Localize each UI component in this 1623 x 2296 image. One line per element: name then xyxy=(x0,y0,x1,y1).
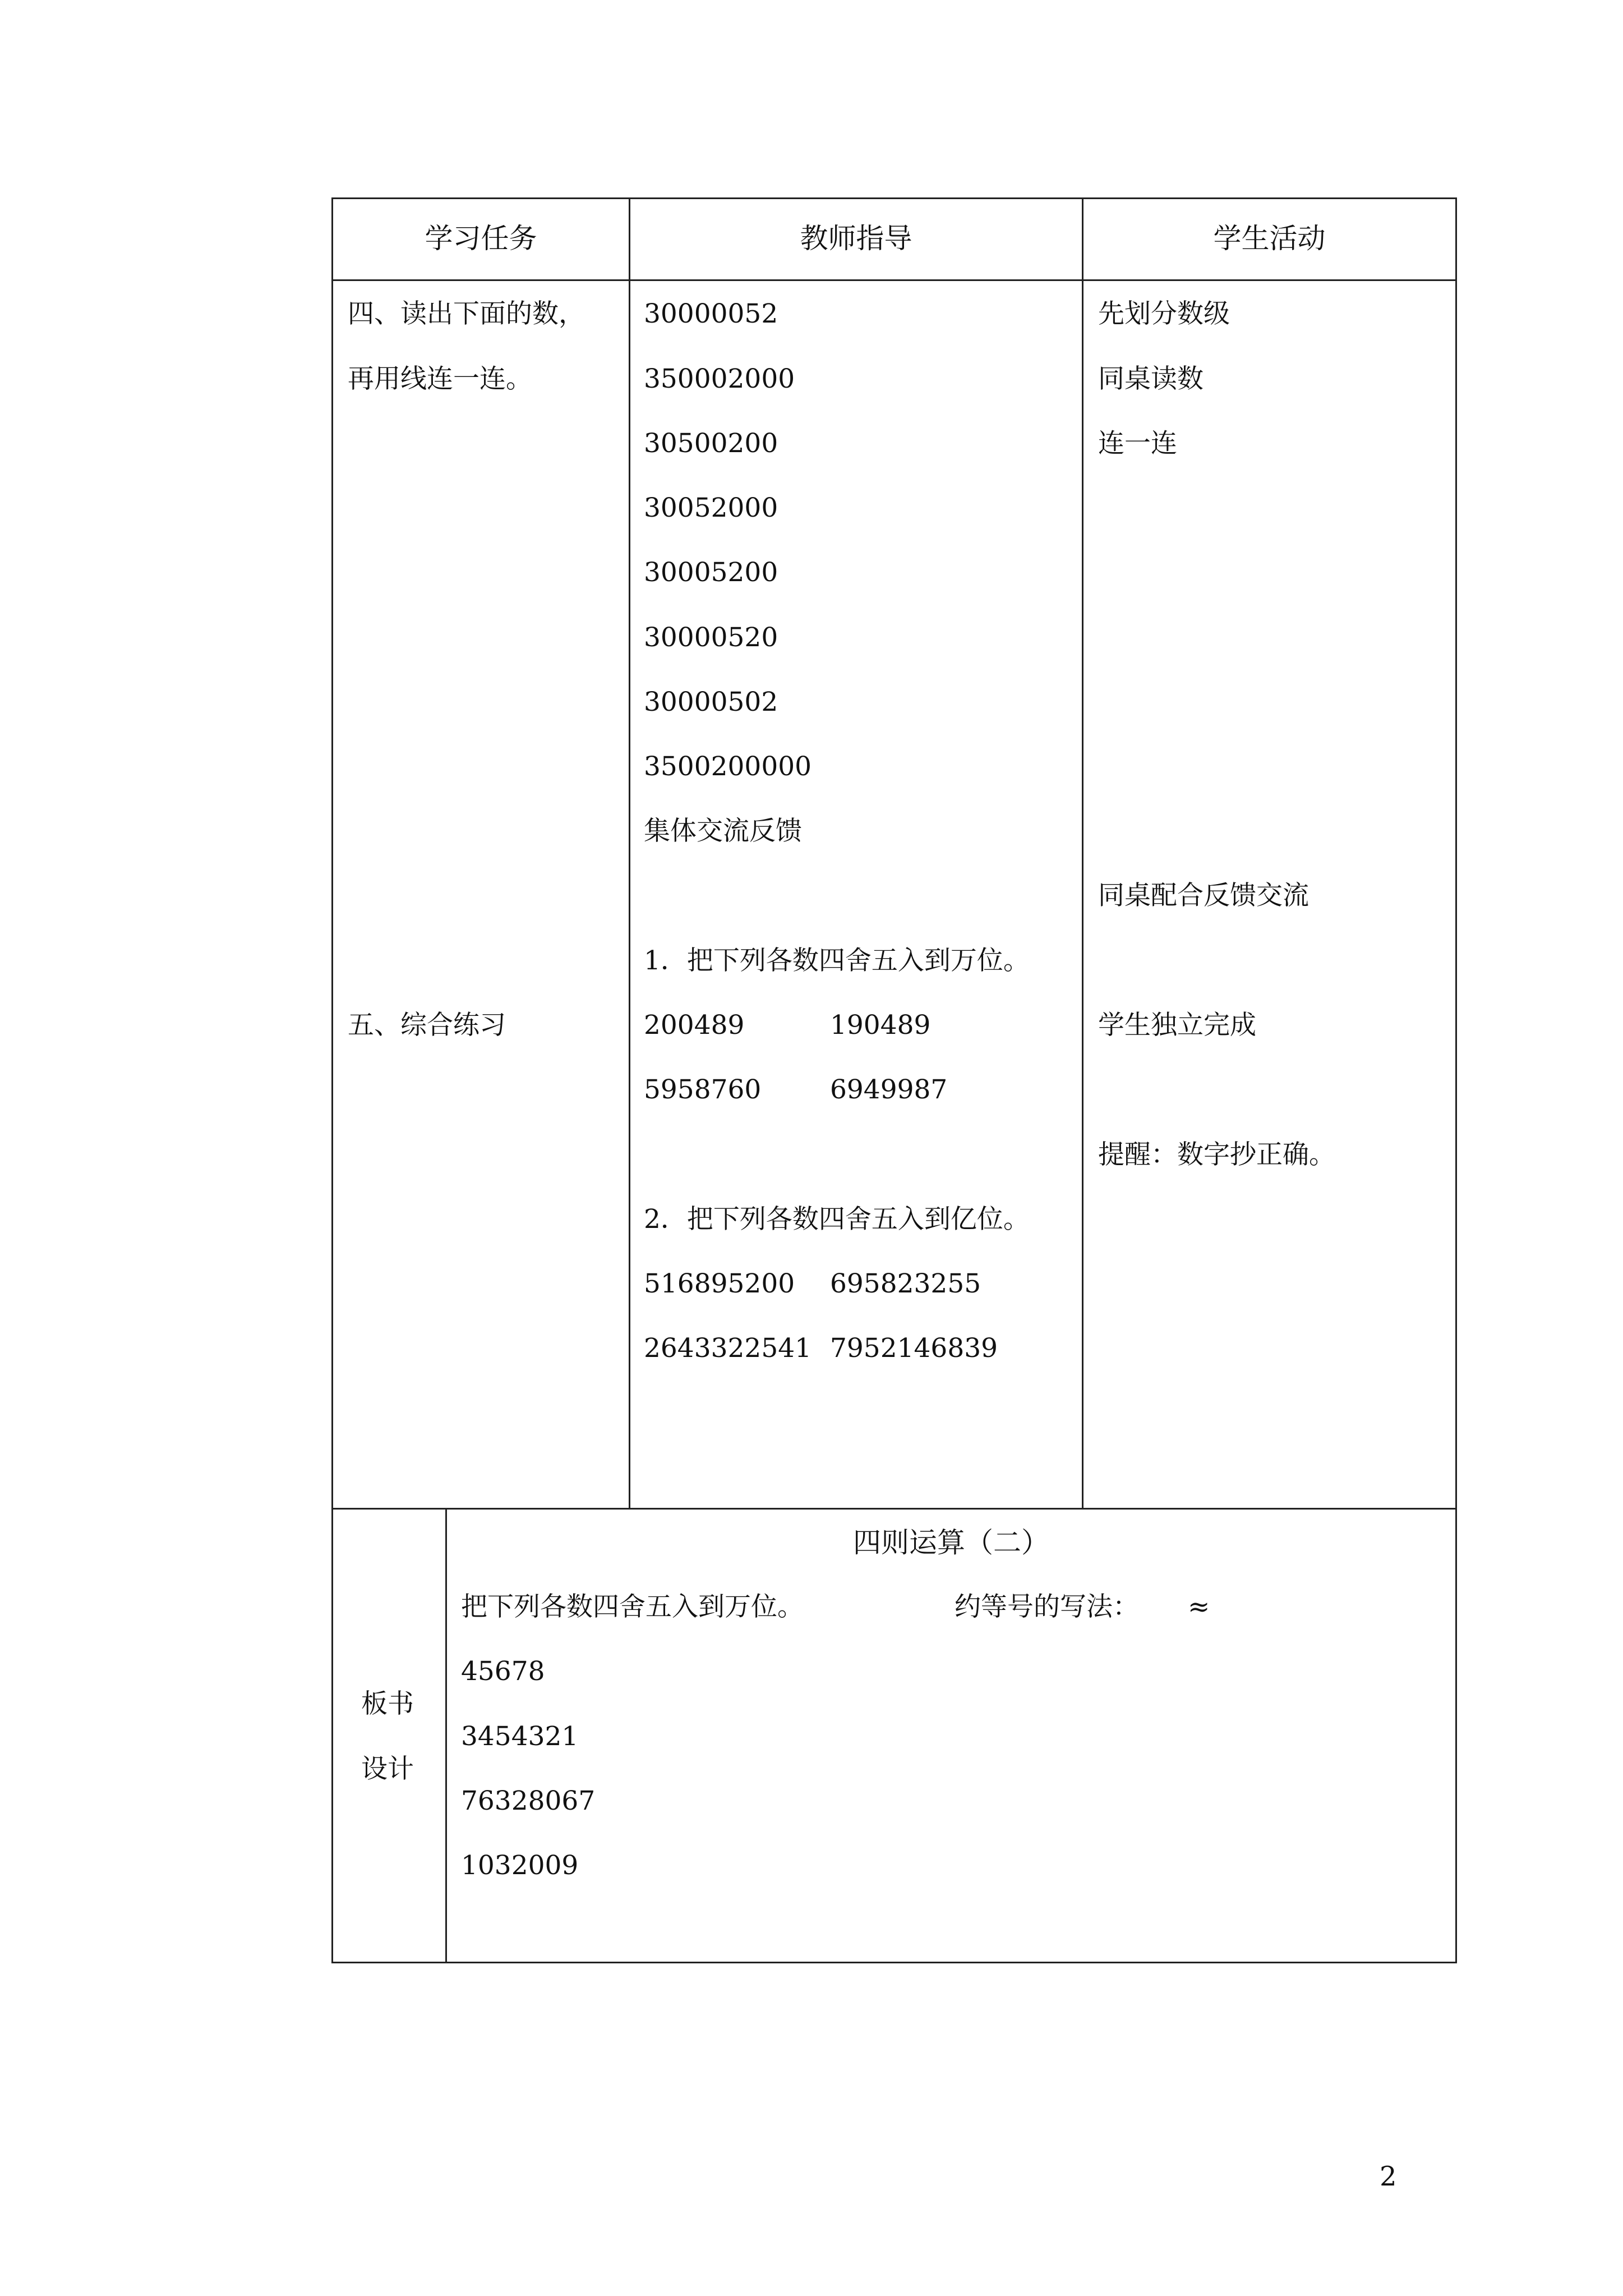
board-label-line-1: 板书 xyxy=(361,1688,414,1719)
collective-feedback: 集体交流反馈 xyxy=(644,816,802,846)
header-bottom-border xyxy=(331,279,1457,281)
number-item: 30005200 xyxy=(644,557,778,588)
number-item: 30000520 xyxy=(644,622,778,653)
q1-number: 200489 xyxy=(644,1010,745,1041)
header-task: 学习任务 xyxy=(425,222,537,255)
column-divider-1 xyxy=(629,197,630,1510)
table-top-border xyxy=(331,197,1457,199)
student-step-2: 同桌读数 xyxy=(1098,364,1204,394)
student-step-3: 连一连 xyxy=(1098,428,1177,459)
task-5: 五、综合练习 xyxy=(348,1010,506,1041)
q1-number: 6949987 xyxy=(830,1074,948,1105)
board-number: 3454321 xyxy=(461,1721,579,1752)
q2-number: 516895200 xyxy=(644,1268,795,1299)
board-number: 76328067 xyxy=(461,1786,596,1816)
question-1: 1．把下列各数四舍五入到万位。 xyxy=(644,945,1030,976)
q1-number: 190489 xyxy=(830,1010,931,1041)
number-item: 30000502 xyxy=(644,687,778,717)
number-item: 30000052 xyxy=(644,298,778,329)
approx-note: 约等号的写法： xyxy=(955,1591,1139,1622)
board-label-divider xyxy=(445,1508,447,1963)
q1-number: 5958760 xyxy=(644,1074,762,1105)
number-item: 30052000 xyxy=(644,493,778,523)
board-label-line-2: 设计 xyxy=(361,1754,414,1784)
task-4-line-2: 再用线连一连。 xyxy=(348,364,532,394)
header-teacher: 教师指导 xyxy=(800,222,912,255)
table-right-border xyxy=(1455,197,1457,1963)
number-item: 350002000 xyxy=(644,364,795,394)
page-number: 2 xyxy=(1380,2161,1397,2192)
student-independent: 学生独立完成 xyxy=(1098,1010,1256,1041)
q2-number: 695823255 xyxy=(830,1268,981,1299)
board-number: 1032009 xyxy=(461,1850,579,1881)
board-number: 45678 xyxy=(461,1656,545,1687)
question-2: 2．把下列各数四舍五入到亿位。 xyxy=(644,1204,1030,1235)
task-4-line-1: 四、读出下面的数， xyxy=(348,298,585,329)
number-item: 30500200 xyxy=(644,428,778,459)
number-item: 3500200000 xyxy=(644,751,812,782)
board-title: 四则运算（二） xyxy=(853,1526,1049,1559)
table-left-border xyxy=(331,197,333,1963)
column-divider-2 xyxy=(1082,197,1083,1510)
table-bottom-border xyxy=(331,1962,1457,1963)
student-step-1: 先划分数级 xyxy=(1098,298,1230,329)
approx-symbol: ≈ xyxy=(1188,1591,1210,1622)
student-feedback: 同桌配合反馈交流 xyxy=(1098,880,1309,911)
header-student: 学生活动 xyxy=(1213,222,1326,255)
q2-number: 7952146839 xyxy=(830,1333,998,1364)
q2-number: 2643322541 xyxy=(644,1333,812,1364)
board-instruction: 把下列各数四舍五入到万位。 xyxy=(461,1591,804,1622)
main-bottom-border xyxy=(331,1508,1457,1510)
reminder: 提醒：数字抄正确。 xyxy=(1098,1139,1335,1170)
